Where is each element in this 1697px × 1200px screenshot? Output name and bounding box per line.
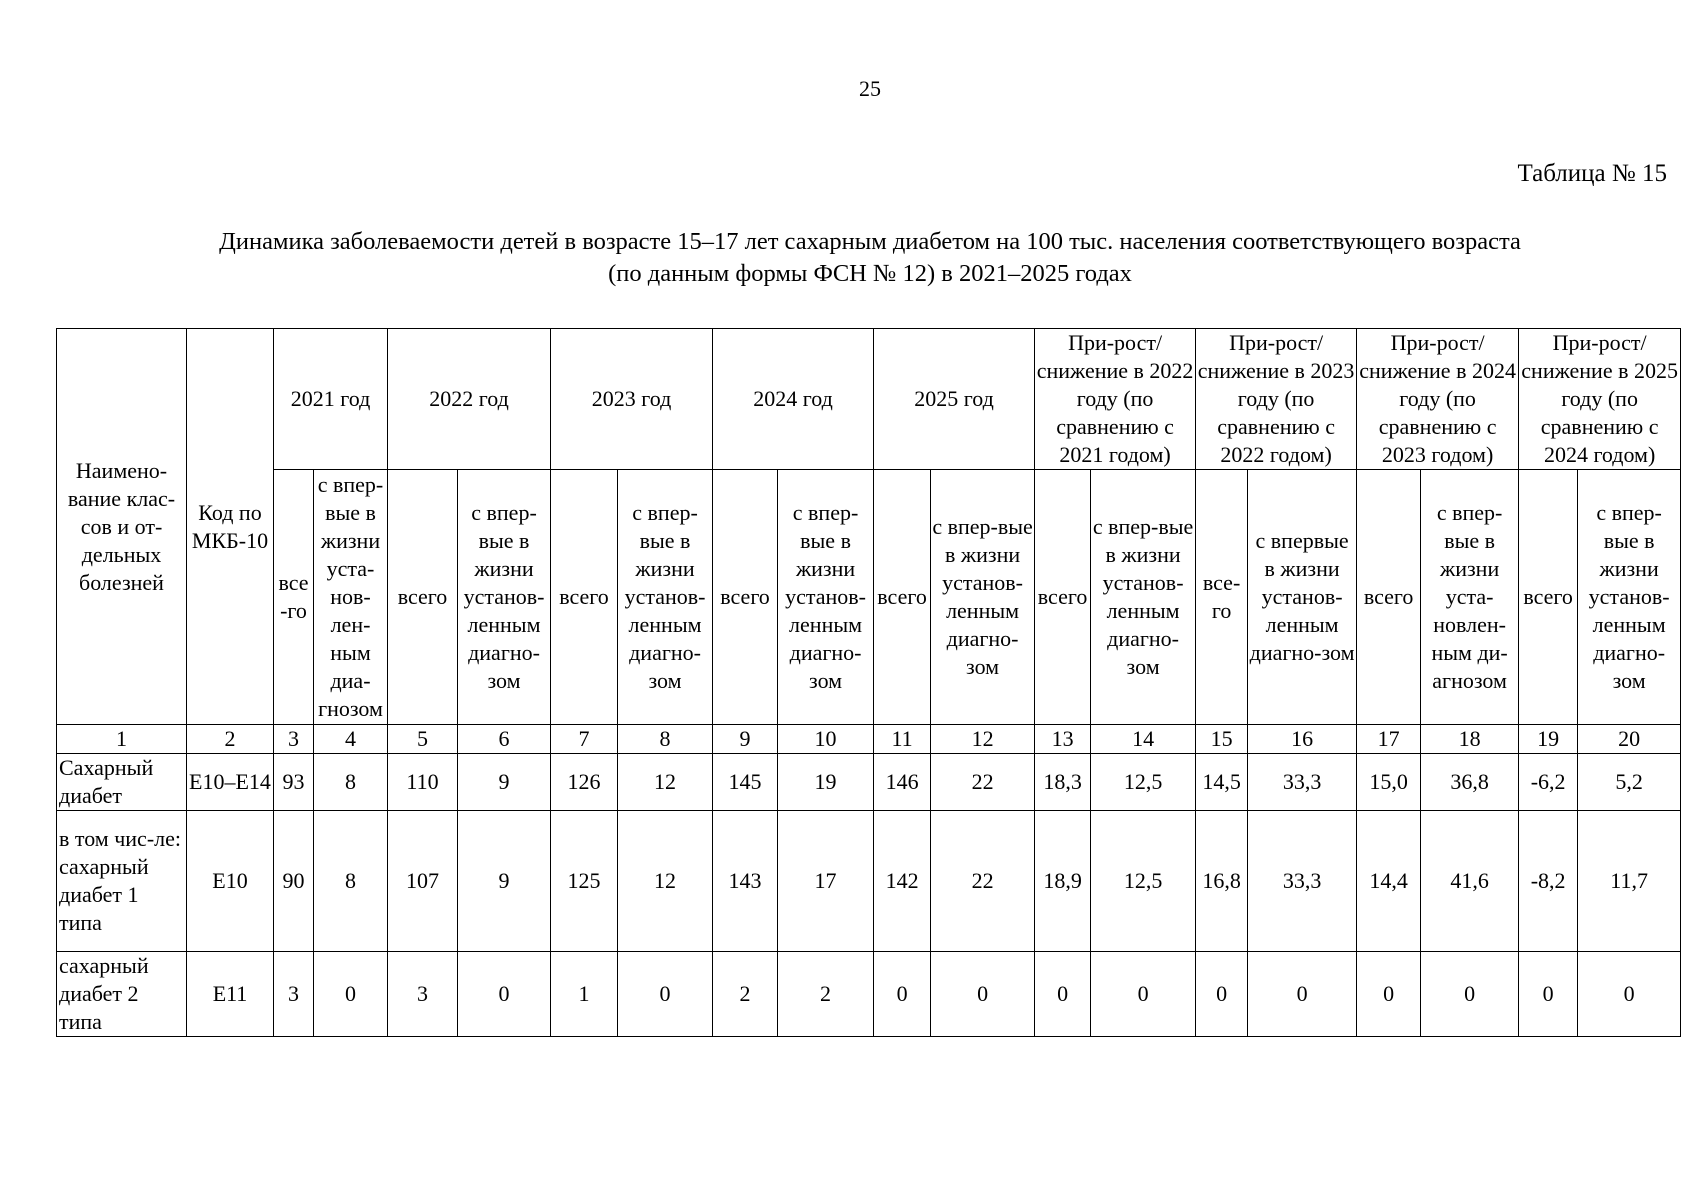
- table-cell: 16,8: [1196, 811, 1248, 952]
- header-sub-cell: всего: [874, 470, 931, 725]
- header-group-growth-2023: При-рост/снижение в 2023 году (по сравнению с 2022 годом): [1196, 329, 1357, 470]
- header-group-growth-2024: При-рост/снижение в 2024 году (по сравнению с 2023 годом): [1357, 329, 1519, 470]
- table-cell: 14,4: [1357, 811, 1421, 952]
- table-cell: 11,7: [1578, 811, 1681, 952]
- table-cell: 0: [458, 952, 551, 1037]
- header-sub-cell: с впер-вые в жизни установ-ленным диагно-зом: [931, 470, 1035, 725]
- table-cell: 0: [1248, 952, 1357, 1037]
- column-number: 6: [458, 725, 551, 754]
- column-number: 17: [1357, 725, 1421, 754]
- table-cell: 126: [551, 754, 618, 811]
- row-code: E10: [187, 811, 274, 952]
- header-group-growth-2025: При-рост/снижение в 2025 году (по сравнению с 2024 годом): [1519, 329, 1681, 470]
- header-sub-cell: все-го: [1196, 470, 1248, 725]
- table-cell: 18,9: [1035, 811, 1091, 952]
- table-cell: 0: [1357, 952, 1421, 1037]
- column-number: 4: [314, 725, 388, 754]
- header-sub-cell: все-го: [274, 470, 314, 725]
- column-number: 12: [931, 725, 1035, 754]
- row-code: E10–E14: [187, 754, 274, 811]
- table-title: [60, 226, 1680, 290]
- table-cell: 93: [274, 754, 314, 811]
- header-row-numbers: [57, 725, 1681, 754]
- row-name: в том чис-ле: сахарный диабет 1 типа: [57, 811, 187, 952]
- page-number: 25: [859, 76, 881, 101]
- header-sub-cell: с впер-вые в жизни установ-ленным диагно-зом: [778, 470, 874, 725]
- header-sub-cell: с впервые в жизни установ-ленным диагно-зом: [1248, 470, 1357, 725]
- header-row-sub: [57, 470, 1681, 725]
- table-cell: 5,2: [1578, 754, 1681, 811]
- table-row-diabetes-total: [57, 754, 1681, 811]
- column-number: 8: [618, 725, 713, 754]
- table-cell: 33,3: [1248, 811, 1357, 952]
- table-cell: 143: [713, 811, 778, 952]
- table-cell: 0: [1578, 952, 1681, 1037]
- table-cell: 36,8: [1421, 754, 1519, 811]
- table-cell: 3: [274, 952, 314, 1037]
- header-sub-cell: с впер-вые в жизни уста-новлен-ным ди-агнозом: [1421, 470, 1519, 725]
- header-group-2023: 2023 год: [551, 329, 713, 470]
- table-row-diabetes-type1: [57, 811, 1681, 952]
- row-name: сахарный диабет 2 типа: [57, 952, 187, 1037]
- column-number: 13: [1035, 725, 1091, 754]
- column-number: 15: [1196, 725, 1248, 754]
- table-cell: 22: [931, 754, 1035, 811]
- header-sub-cell: всего: [388, 470, 458, 725]
- table-cell: 0: [1035, 952, 1091, 1037]
- column-number: 10: [778, 725, 874, 754]
- header-group-growth-2022: При-рост/снижение в 2022 году (по сравнению с 2021 годом): [1035, 329, 1196, 470]
- table-cell: 2: [778, 952, 874, 1037]
- table-cell: 41,6: [1421, 811, 1519, 952]
- table-cell: 19: [778, 754, 874, 811]
- table-cell: 107: [388, 811, 458, 952]
- table-cell: 0: [1196, 952, 1248, 1037]
- column-number: 20: [1578, 725, 1681, 754]
- table-cell: 8: [314, 754, 388, 811]
- table-title-line2: (по данным формы ФСН № 12) в 2021–2025 годах: [608, 260, 1132, 287]
- column-number: 7: [551, 725, 618, 754]
- column-number: 11: [874, 725, 931, 754]
- table-cell: 0: [618, 952, 713, 1037]
- header-group-2021: 2021 год: [274, 329, 388, 470]
- table-cell: 18,3: [1035, 754, 1091, 811]
- header-group-2024: 2024 год: [713, 329, 874, 470]
- morbidity-table: [56, 328, 1681, 1037]
- table-cell: 9: [458, 754, 551, 811]
- table-cell: 14,5: [1196, 754, 1248, 811]
- header-sub-cell: всего: [713, 470, 778, 725]
- header-name-col: Наимено-вание клас-сов и от-дельных болезней: [57, 329, 187, 725]
- column-number: 18: [1421, 725, 1519, 754]
- table-cell: 15,0: [1357, 754, 1421, 811]
- column-number: 9: [713, 725, 778, 754]
- column-number: 14: [1091, 725, 1196, 754]
- table-cell: 0: [931, 952, 1035, 1037]
- table-cell: 1: [551, 952, 618, 1037]
- table-title-line1: Динамика заболеваемости детей в возрасте 15–17 лет сахарным диабетом на 100 тыс. населения соответствующего возраста: [219, 228, 1521, 255]
- table-cell: -8,2: [1519, 811, 1578, 952]
- table-cell: 12: [618, 754, 713, 811]
- table-cell: 0: [874, 952, 931, 1037]
- table-cell: 2: [713, 952, 778, 1037]
- table-cell: 110: [388, 754, 458, 811]
- table-cell: 90: [274, 811, 314, 952]
- column-number: 2: [187, 725, 274, 754]
- table-cell: 145: [713, 754, 778, 811]
- table-cell: 0: [1519, 952, 1578, 1037]
- table-cell: 33,3: [1248, 754, 1357, 811]
- table-cell: 12,5: [1091, 754, 1196, 811]
- header-sub-cell: с впер-вые в жизни уста-нов-лен-ным диа-гнозом: [314, 470, 388, 725]
- column-number: 3: [274, 725, 314, 754]
- table-cell: -6,2: [1519, 754, 1578, 811]
- header-group-2022: 2022 год: [388, 329, 551, 470]
- column-number: 16: [1248, 725, 1357, 754]
- table-cell: 146: [874, 754, 931, 811]
- header-group-2025: 2025 год: [874, 329, 1035, 470]
- column-number: 5: [388, 725, 458, 754]
- table-cell: 0: [1421, 952, 1519, 1037]
- table-label: Таблица № 15: [1517, 160, 1667, 187]
- table-cell: 3: [388, 952, 458, 1037]
- row-name: Сахарный диабет: [57, 754, 187, 811]
- header-row-groups: [57, 329, 1681, 470]
- column-number: 1: [57, 725, 187, 754]
- table-row-diabetes-type2: [57, 952, 1681, 1037]
- table-cell: 0: [1091, 952, 1196, 1037]
- header-sub-cell: всего: [1357, 470, 1421, 725]
- table-cell: 0: [314, 952, 388, 1037]
- header-sub-cell: с впер-вые в жизни установ-ленным диагно-зом: [1091, 470, 1196, 725]
- table-cell: 22: [931, 811, 1035, 952]
- table-cell: 142: [874, 811, 931, 952]
- row-code: E11: [187, 952, 274, 1037]
- table-cell: 125: [551, 811, 618, 952]
- header-sub-cell: всего: [551, 470, 618, 725]
- header-sub-cell: всего: [1519, 470, 1578, 725]
- header-sub-cell: с впер-вые в жизни установ-ленным диагно-зом: [458, 470, 551, 725]
- table-cell: 17: [778, 811, 874, 952]
- header-sub-cell: с впер-вые в жизни установ-ленным диагно-зом: [1578, 470, 1681, 725]
- header-sub-cell: с впер-вые в жизни установ-ленным диагно-зом: [618, 470, 713, 725]
- header-sub-cell: всего: [1035, 470, 1091, 725]
- table-cell: 9: [458, 811, 551, 952]
- table-cell: 8: [314, 811, 388, 952]
- table-cell: 12,5: [1091, 811, 1196, 952]
- column-number: 19: [1519, 725, 1578, 754]
- header-code-col: Код по МКБ-10: [187, 329, 274, 725]
- table-cell: 12: [618, 811, 713, 952]
